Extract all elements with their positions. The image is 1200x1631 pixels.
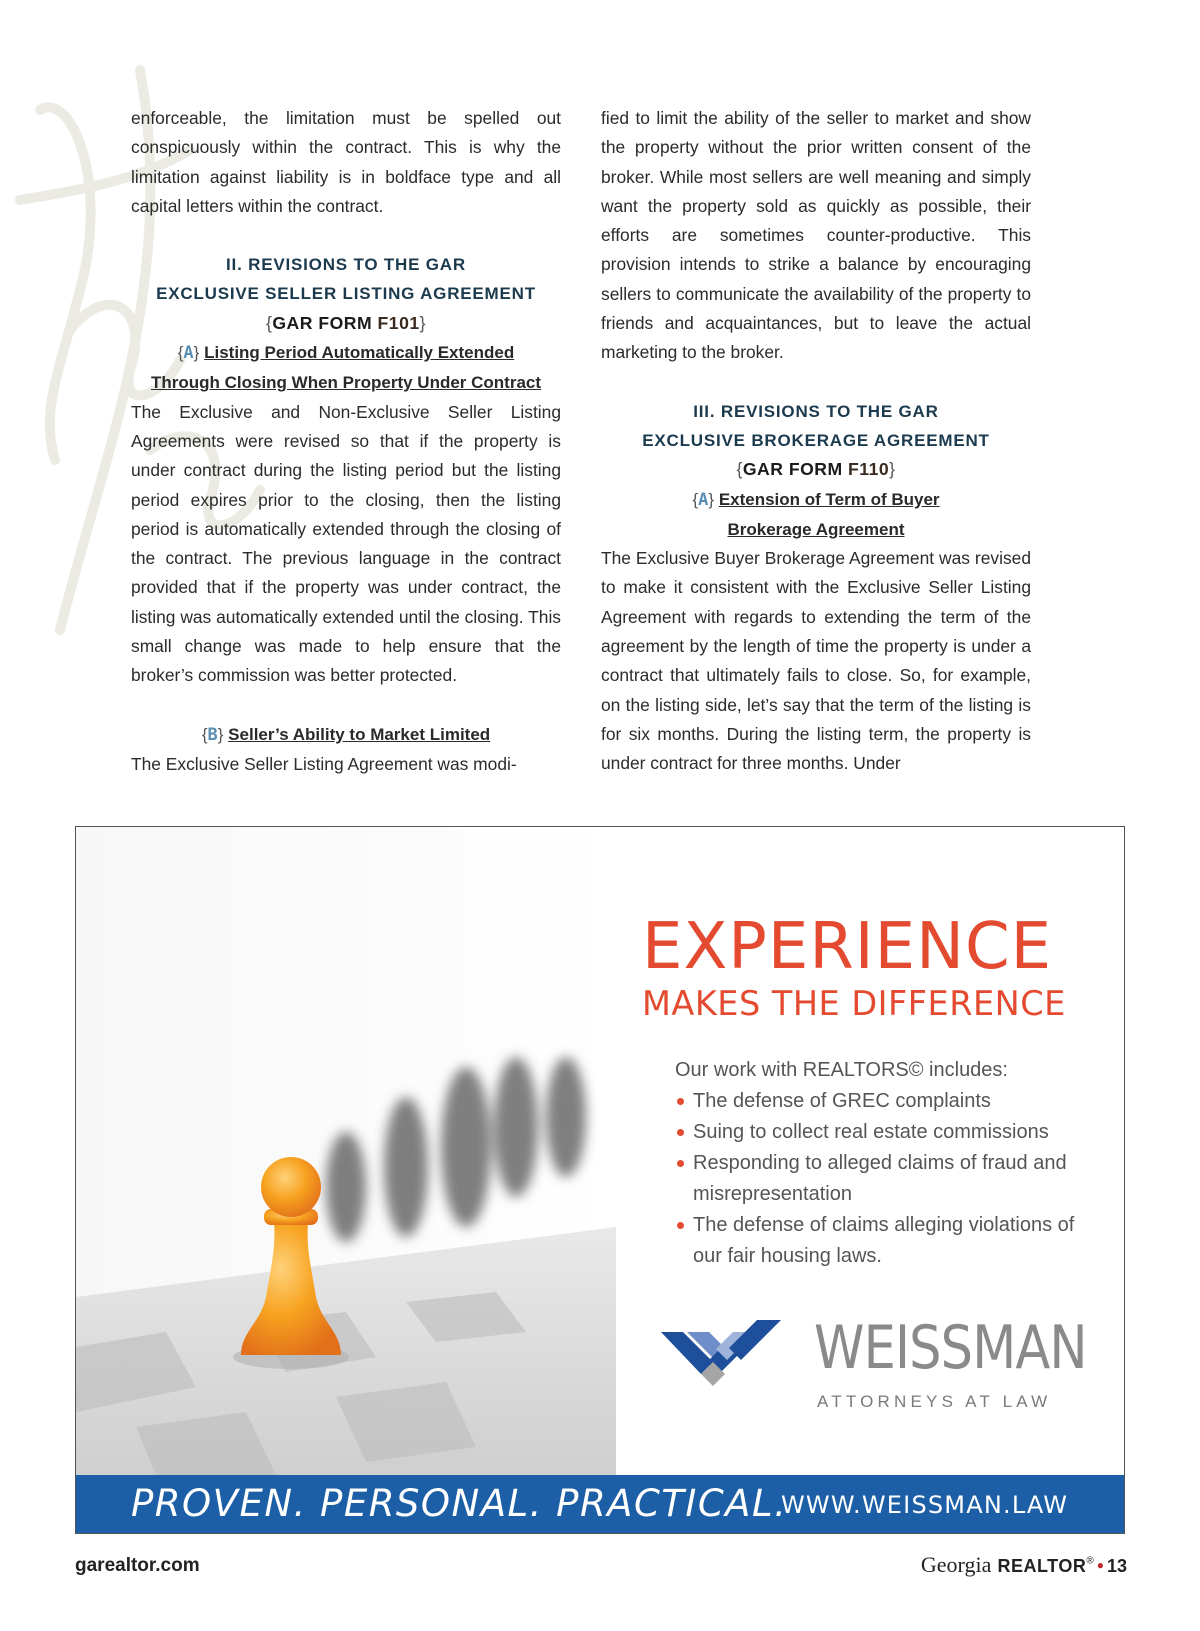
body-paragraph: fied to limit the ability of the seller to market and show the property without the prior written consent of the broker. While most sellers are well meaning and simply want the property sold as quickly as possible, their efforts are sometimes counter-productive. This provision intends to strike a balance by encouraging sellers to communicate the availability of the property to friends and acquaintances, but to leave the actual marketing to the broker. [601,108,1031,363]
right-column [601,104,1031,779]
list-item: Responding to alleged claims of fraud and misrepresentation [675,1148,1095,1210]
body-paragraph: The Exclusive and Non-Exclusive Seller Listing Agreements were revised so that if the property is under contract during the listing period but the listing period expires prior to the closing, then the listing period is automatically extended through the closing of the contract. The previous language in the contract provided that if the property was under contract, the listing was automatically extended until the closing. This small change was made to help ensure that the broker’s commission was better protected. [131,401,561,686]
form-code: F101 [377,312,420,333]
ad-tagline: PROVEN. PERSONAL. PRACTICAL. [131,1482,788,1525]
ad-headline-main: EXPERIENCE [642,910,1053,984]
subsection-title-line2: Brokerage Agreement [727,519,905,539]
body-paragraph: enforceable, the limitation must be spelled out conspicuously within the contract. This is why the limitation against liability is in boldface type and all capital letters within the contract. [131,108,561,216]
firm-name: WEISSMAN [814,1313,1087,1383]
weissman-logo-icon [661,1320,781,1390]
form-reference: {GAR FORM F110} [736,459,896,480]
firm-subtitle: ATTORNEYS AT LAW [817,1392,1052,1411]
section-heading [601,397,1031,426]
ad-services [675,1055,1095,1272]
subsection-title: Seller’s Ability to Market Limited [228,724,491,744]
ad-headline-sub: MAKES THE DIFFERENCE [642,984,1066,1023]
ad-banner [76,1475,1125,1534]
list-item: The defense of claims alleging violations of our fair housing laws. [675,1210,1095,1272]
subsection-letter: A [698,489,709,510]
list-item: Suing to collect real estate commissions [675,1117,1095,1148]
subsection-title-line2: Through Closing When Property Under Contract [150,373,542,393]
footer-site-link[interactable]: garealtor.com [75,1555,200,1576]
ad-website-link[interactable]: WWW.WEISSMAN.LAW [781,1491,1069,1519]
weissman-advertisement[interactable] [75,826,1125,1534]
form-reference: {GAR FORM F101} [265,312,427,333]
ad-headline [642,912,1102,1026]
footer-magazine [921,1552,1127,1578]
subsection-letter: B [207,724,218,745]
subsection-heading-line2 [601,515,1031,544]
subsection-heading: {A} Extension of Term of Buyer [692,489,940,510]
body-paragraph: The Exclusive Seller Listing Agreement was modi- [131,753,517,774]
form-prefix: GAR FORM [742,459,843,480]
section-heading-line2: EXCLUSIVE SELLER LISTING AGREEMENT [156,284,536,304]
page-number: 13 [1106,1556,1127,1576]
registered-mark: ® [1086,1555,1094,1567]
footer-brand: REALTOR [997,1556,1087,1576]
subsection-title-line1: Extension of Term of Buyer [718,489,940,509]
subsection-title-line1: Listing Period Automatically Extended [204,343,515,363]
body-paragraph: The Exclusive Buyer Brokerage Agreement was revised to make it consistent with the Exclusive Seller Listing Agreement with regards to extending the term of the agreement by the length of time the property is under a contract that ultimately fails to close. So, for example, on the listing side, let’s say that the term of the listing is for six months. During the listing term, the property is under contract for three months. Under [601,548,1031,774]
section-heading-line1: REVISIONS TO THE GAR [720,401,939,421]
form-code: F110 [848,459,890,480]
bullet-separator-icon: ● [1096,1558,1104,1572]
form-prefix: GAR FORM [272,312,373,333]
subsection-letter: A [183,343,194,364]
ad-intro-text: Our work with REALTORS© includes: [675,1059,1008,1081]
section-heading [131,250,561,279]
chess-pawn-image [76,827,616,1475]
list-item: The defense of GREC complaints [675,1086,1095,1117]
footer-magazine-name: Georgia [920,1552,992,1577]
subsection-heading: {A} Listing Period Automatically Extended [177,343,515,364]
section-heading-line2: EXCLUSIVE BROKERAGE AGREEMENT [642,430,990,450]
section-numeral: III. [693,401,716,421]
ad-bullet-list [675,1086,1095,1272]
subsection-heading-line2 [131,368,561,397]
subsection-heading: {B} Seller’s Ability to Market Limited [201,724,491,745]
left-column [131,104,561,779]
section-heading-line1: REVISIONS TO THE GAR [248,255,466,275]
section-numeral: II. [226,255,243,275]
